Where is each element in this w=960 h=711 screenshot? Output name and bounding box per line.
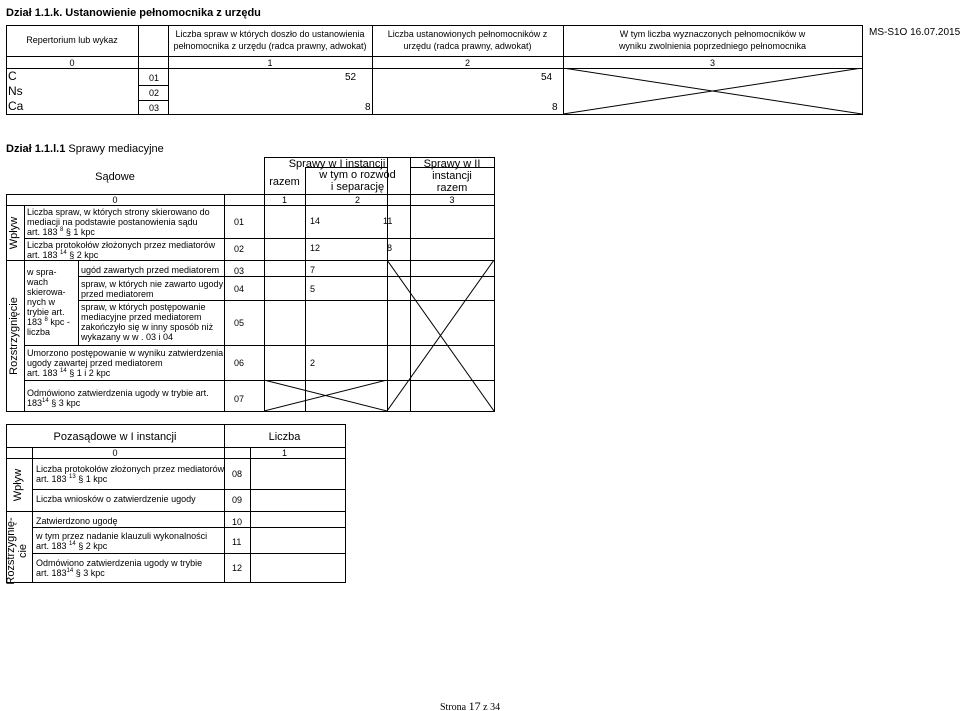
row-code: 06: [234, 358, 245, 368]
colnum-0: 0: [69, 58, 75, 68]
row-code: 05: [234, 318, 245, 328]
colnum-2: 2: [354, 195, 360, 205]
section2-crossed-cell-a: [387, 260, 494, 411]
row-label-superscript: 14: [60, 250, 67, 256]
header-instance-2-line2: instancji: [432, 170, 472, 182]
group-label-line: trybie art.: [27, 307, 65, 317]
footer-total: 34: [490, 702, 501, 711]
row-label-line: spraw, w których postępowanie: [81, 302, 206, 312]
header-instance-2-line3: razem: [436, 182, 468, 194]
footer-prefix: Strona: [440, 702, 469, 711]
row-label-text: § 2 kpc: [75, 541, 108, 551]
row-label-line: ugody zawartej przed mediatorem: [27, 358, 163, 368]
row-code: 04: [234, 284, 245, 294]
group-label-superscript: 8: [44, 317, 48, 323]
row-label-superscript: 14: [69, 541, 76, 547]
row-label-superscript: 14: [60, 368, 67, 374]
row-label-line: [27, 368, 110, 378]
row-label-superscript: 14: [66, 568, 74, 574]
row-label-line: Odmówiono zatwierdzenia ugody w trybie: [36, 558, 203, 568]
header-col3-line1: W tym liczba wyznaczonych pełnomocników w: [619, 29, 806, 39]
section2-crossed-cell-b: [264, 380, 387, 411]
row-code: 03: [149, 103, 160, 113]
header-repertorium: Repertorium lub wykaz: [26, 35, 118, 45]
header-w-tym-line2: i separację: [330, 181, 385, 193]
row-code: 10: [232, 517, 243, 527]
row-label-text: § 3 kpc: [73, 568, 105, 578]
row-label-line: spraw, w których nie zawarto ugody: [81, 279, 224, 289]
row-label-line: [27, 227, 95, 237]
label-wplyw: Wpływ: [8, 216, 20, 250]
row-label-line: [36, 568, 105, 578]
row-label-line: wykazany w w . 03 i 04: [81, 332, 174, 342]
row-label-text: § 1 kpc: [63, 227, 95, 237]
row-label-text: art. 183: [27, 250, 61, 260]
row-label-line: Zatwierdzono ugodę: [36, 516, 118, 526]
colnum-2: 2: [464, 58, 470, 68]
label-wplyw: Wpływ: [12, 468, 24, 502]
row-label-line: [27, 398, 80, 408]
label-rozstrzygniecie-line2: cie: [16, 543, 29, 559]
row-label-line: Liczba protokołów złożonych przez mediatorów: [27, 240, 216, 250]
row-value-1: 2: [310, 358, 316, 368]
header-liczba: Liczba: [268, 431, 301, 443]
colnum-1: 1: [281, 448, 287, 458]
row-label-superscript: 14: [42, 398, 49, 404]
row-label-line: Liczba wniosków o zatwierdzenie ugody: [36, 494, 196, 504]
row-label-line: Odmówiono zatwierdzenia ugody w trybie art.: [27, 388, 209, 398]
row-label-text: § 1 kpc: [75, 474, 108, 484]
label-rozstrzygniecie: Rozstrzygnięcie: [8, 297, 20, 375]
row-label-line: Liczba spraw, w których strony skierowano do: [27, 207, 210, 217]
header-instance-1: Sprawy w I instancji: [288, 158, 386, 170]
colnum-3: 3: [449, 195, 455, 205]
group-label-line: liczba: [27, 327, 51, 337]
header-col2-line2: urzędu (radca prawny, adwokat): [403, 41, 532, 51]
row-label-text: 183: [27, 398, 43, 408]
row-label-line: mediacji na podstawie postanowienia sądu: [27, 217, 198, 227]
row-label-line: w tym przez nadanie klauzuli wykonalności: [36, 531, 208, 541]
row-label-line: przed mediatorem: [81, 289, 154, 299]
group-label-line: [27, 317, 70, 327]
row-value-2: 8: [387, 243, 393, 253]
row-code: 02: [234, 244, 245, 254]
form-code: MS-S1O 16.07.2015: [869, 27, 960, 38]
row-label-text: art. 183: [36, 474, 70, 484]
row-label-text: art. 183: [27, 227, 61, 237]
group-label-line: wach: [27, 277, 49, 287]
group-label-text: 183: [27, 317, 45, 327]
row-label-line: mediacyjne przed mediatorem: [81, 312, 202, 322]
row-value-1: 12: [310, 243, 321, 253]
row-code: 01: [234, 217, 245, 227]
header-col2-line1: Liczba ustanowionych pełnomocników z: [387, 29, 548, 39]
row-label-line: Umorzono postępowanie w wyniku zatwierdzenia: [27, 348, 224, 358]
colnum-3: 3: [709, 58, 715, 68]
header-sadowe: Sądowe: [95, 171, 135, 183]
row-value-1: 14: [310, 216, 321, 226]
row-label-text: art. 183: [36, 568, 67, 578]
row-value-2: 54: [541, 72, 553, 83]
row-code: 07: [234, 394, 245, 404]
row-label-line: zakończyło się w inny sposób niż: [81, 322, 214, 332]
header-pozasadowe: Pozasądowe w I instancji: [53, 431, 177, 443]
row-label: C: [8, 69, 17, 83]
row-label-line: [36, 541, 107, 551]
row-code: 03: [234, 266, 245, 276]
row-code: 02: [149, 88, 160, 98]
group-label-text: kpc -: [47, 317, 70, 327]
row-label-text: § 1 i 2 kpc: [66, 368, 111, 378]
page-footer: [440, 700, 500, 711]
section1-title: [6, 7, 261, 20]
row-label-text: § 3 kpc: [48, 398, 81, 408]
section1-title-text: Dział 1.1.k. Ustanowienie pełnomocnika z urzędu: [6, 7, 261, 19]
colnum-0: 0: [112, 448, 118, 458]
header-col3-line2: wyniku zwolnienia poprzedniego pełnomocnika: [618, 41, 807, 51]
row-label-text: art. 183: [27, 368, 61, 378]
row-label-text: art. 183: [36, 541, 70, 551]
row-code: 11: [232, 537, 242, 547]
row-value-2: 11: [383, 216, 393, 226]
group-label-line: nych w: [27, 297, 56, 307]
row-code: 08: [232, 469, 243, 479]
row-value-2: 8: [552, 102, 558, 113]
row-code: 09: [232, 495, 243, 505]
row-label-superscript: 13: [69, 474, 76, 480]
footer-mid: z: [480, 702, 491, 711]
section1-crossed-cell: [563, 68, 862, 114]
row-value-1: 5: [310, 284, 316, 294]
group-label-line: skierowa-: [27, 287, 66, 297]
section2-title-prefix: Dział 1.1.l.1: [6, 143, 66, 155]
colnum-1: 1: [281, 195, 287, 205]
group-label-line: w spra-: [27, 267, 57, 277]
row-label: Ca: [8, 99, 24, 113]
section2-title: [6, 143, 164, 156]
footer-page-number: 17: [468, 699, 481, 711]
header-razem: razem: [269, 176, 300, 188]
row-value-1: 52: [345, 72, 357, 83]
row-value-1: 7: [310, 265, 316, 275]
row-label-superscript: 8: [60, 227, 64, 233]
header-w-tym-line1: w tym o rozwód: [319, 169, 396, 181]
row-label-line: ugód zawartych przed mediatorem: [81, 265, 220, 275]
header-instance-2-line1: Sprawy w II: [423, 158, 481, 170]
colnum-1: 1: [267, 58, 273, 68]
row-label-line: [27, 250, 98, 260]
row-code: 12: [232, 563, 243, 573]
row-label-text: § 2 kpc: [66, 250, 99, 260]
row-value-1: 8: [365, 102, 371, 113]
row-label: Ns: [8, 84, 23, 98]
colnum-0: 0: [112, 195, 118, 205]
header-col1-line2: pełnomocnika z urzędu (radca prawny, adwokat): [173, 41, 367, 51]
row-code: 01: [149, 73, 160, 83]
row-label-line: Liczba protokołów złożonych przez mediatorów: [36, 464, 225, 474]
header-col1-line1: Liczba spraw w których doszło do ustanowienia: [175, 29, 365, 39]
section2-title-rest: Sprawy mediacyjne: [65, 143, 164, 155]
label-rozstrzygniecie-line1: Rozstrzygnię-: [5, 517, 17, 585]
row-label-line: [36, 474, 107, 484]
label-rozstrzygniecie: [6, 516, 30, 586]
